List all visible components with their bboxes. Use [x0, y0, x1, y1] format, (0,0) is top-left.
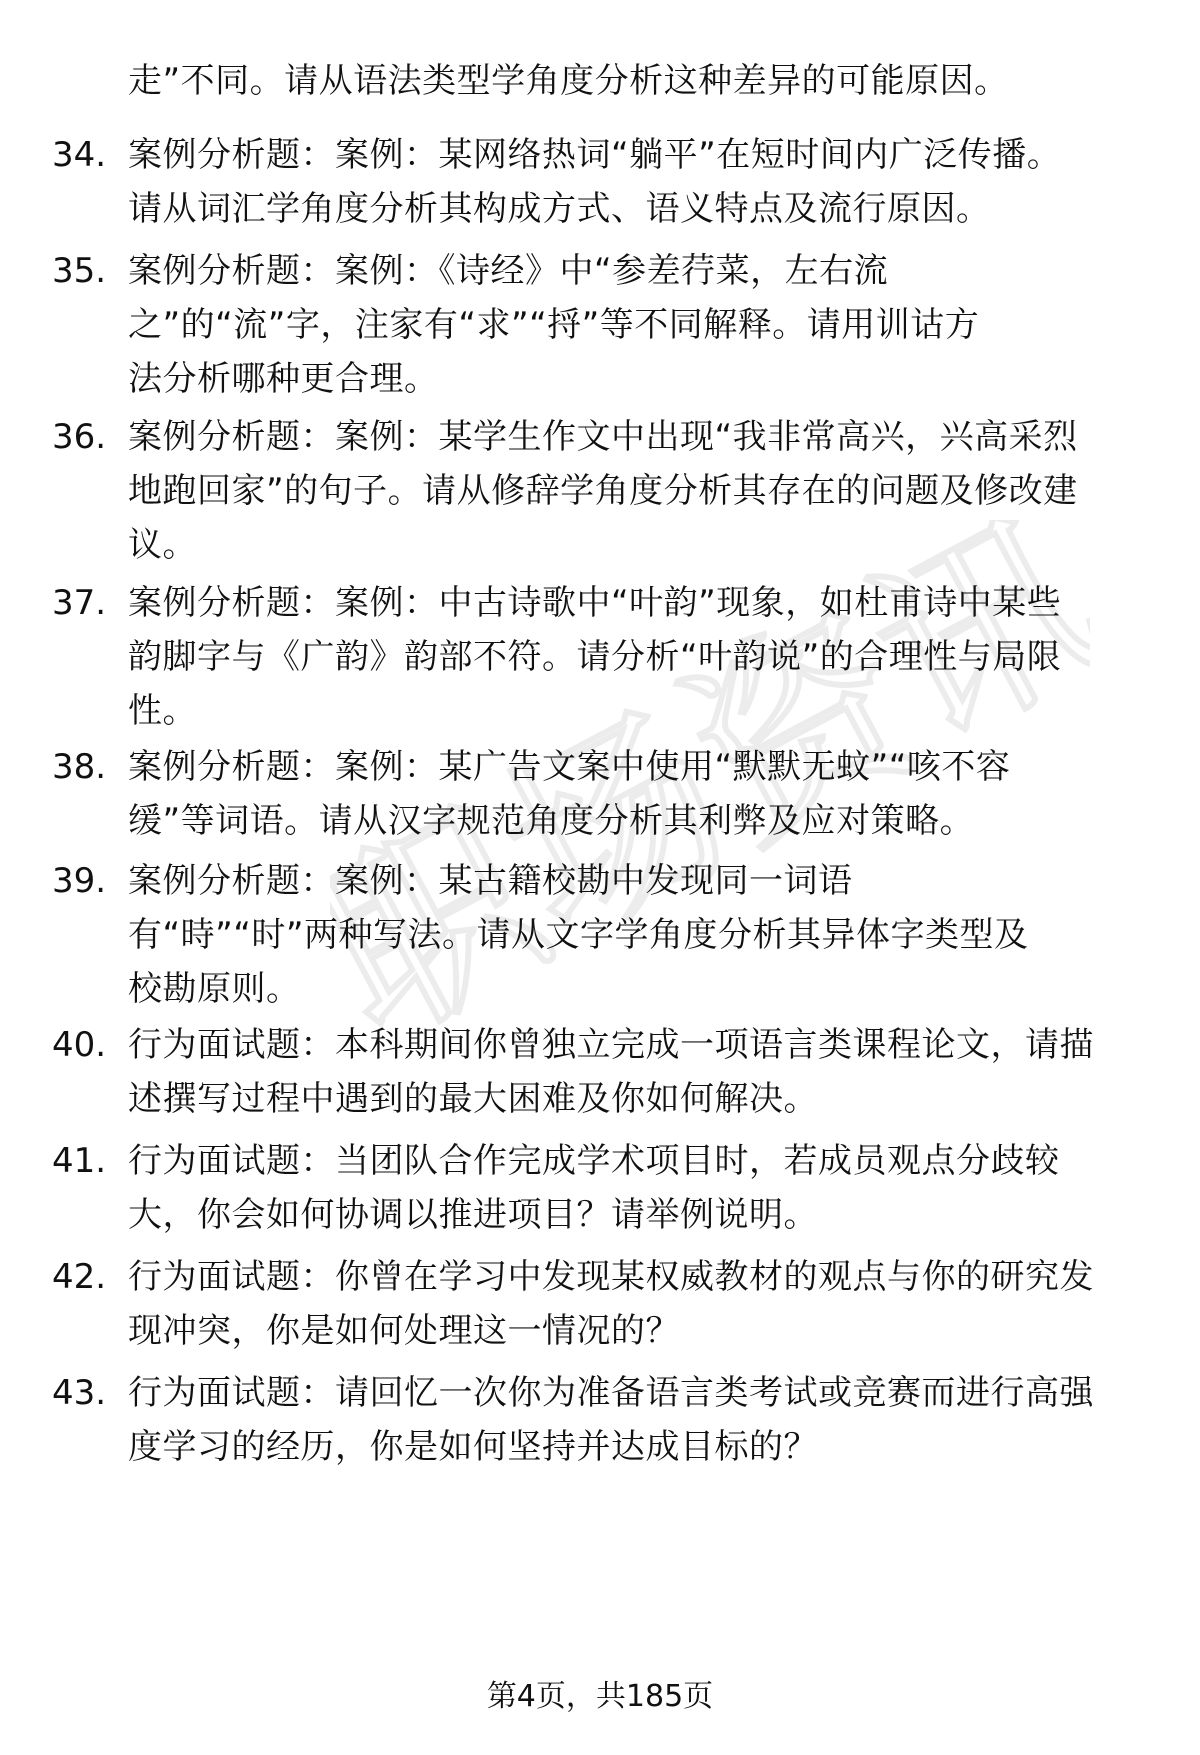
text-line: 行为面试题：你曾在学习中发现某权威教材的观点与你的研究发 — [128, 1257, 1094, 1297]
text-line: 议。 — [128, 525, 197, 565]
text-line: 大，你会如何协调以推进项目？请举例说明。 — [128, 1195, 818, 1235]
text-line: 请从词汇学角度分析其构成方式、语义特点及流行原因。 — [128, 189, 991, 229]
page-footer — [0, 1677, 1200, 1717]
text-line: 校勘原则。 — [128, 969, 301, 1009]
text-line: 走”不同。请从语法类型学角度分析这种差异的可能原因。 — [128, 61, 1009, 101]
text-line: 案例分析题：案例：某学生作文中出现“我非常高兴，兴高采烈 — [128, 417, 1078, 457]
continuation-text — [128, 54, 1148, 108]
text-line: 性。 — [128, 691, 197, 731]
text-line: 行为面试题：当团队合作完成学术项目时，若成员观点分歧较 — [128, 1141, 1060, 1181]
text-line: 行为面试题：本科期间你曾独立完成一项语言类课程论文，请描 — [128, 1025, 1094, 1065]
question-text — [128, 244, 1148, 406]
text-line: 缓”等词语。请从汉字规范角度分析其利弊及应对策略。 — [128, 801, 975, 841]
question-number: 36. — [52, 417, 107, 457]
question-text — [128, 1018, 1148, 1126]
question-number: 42. — [52, 1257, 107, 1297]
question-text — [128, 128, 1148, 236]
text-line: 案例分析题：案例：某广告文案中使用“默默无蚊”“咳不容 — [128, 747, 1011, 787]
text-line: 有“時”“时”两种写法。请从文字学角度分析其异体字类型及 — [128, 915, 1029, 955]
question-number: 38. — [52, 747, 107, 787]
text-line: 案例分析题：案例：某古籍校勘中发现同一词语 — [128, 861, 853, 901]
text-line: 地跑回家”的句子。请从修辞学角度分析其存在的问题及修改建 — [128, 471, 1078, 511]
text-line: 案例分析题：案例：某网络热词“躺平”在短时间内广泛传播。 — [128, 135, 1062, 175]
page-number-label: 第4页，共185页 — [486, 1679, 714, 1714]
text-line: 行为面试题：请回忆一次你为准备语言类考试或竞赛而进行高强 — [128, 1373, 1094, 1413]
question-number: 37. — [52, 583, 107, 623]
question-text — [128, 410, 1148, 572]
text-line: 述撰写过程中遇到的最大困难及你如何解决。 — [128, 1079, 818, 1119]
question-text — [128, 740, 1148, 848]
text-line: 度学习的经历，你是如何坚持并达成目标的？ — [128, 1427, 818, 1467]
question-number: 40. — [52, 1025, 107, 1065]
text-line: 现冲突，你是如何处理这一情况的？ — [128, 1311, 680, 1351]
question-text — [128, 854, 1148, 1016]
text-line: 韵脚字与《广韵》韵部不符。请分析“叶韵说”的合理性与局限 — [128, 637, 1062, 677]
text-line: 案例分析题：案例：中古诗歌中“叶韵”现象，如杜甫诗中某些 — [128, 583, 1062, 623]
text-line: 之”的“流”字，注家有“求”“捋”等不同解释。请用训诂方 — [128, 305, 980, 345]
question-text — [128, 1366, 1148, 1474]
question-number: 34. — [52, 135, 107, 175]
question-text — [128, 576, 1148, 738]
question-number: 39. — [52, 861, 107, 901]
watermark-text: 职场资讯 — [330, 520, 1090, 1040]
text-line: 法分析哪种更合理。 — [128, 359, 439, 399]
question-number: 41. — [52, 1141, 107, 1181]
question-number: 35. — [52, 251, 107, 291]
question-text — [128, 1250, 1148, 1358]
question-text — [128, 1134, 1148, 1242]
question-number: 43. — [52, 1373, 107, 1413]
text-line: 案例分析题：案例：《诗经》中“参差荇菜，左右流 — [128, 251, 889, 291]
